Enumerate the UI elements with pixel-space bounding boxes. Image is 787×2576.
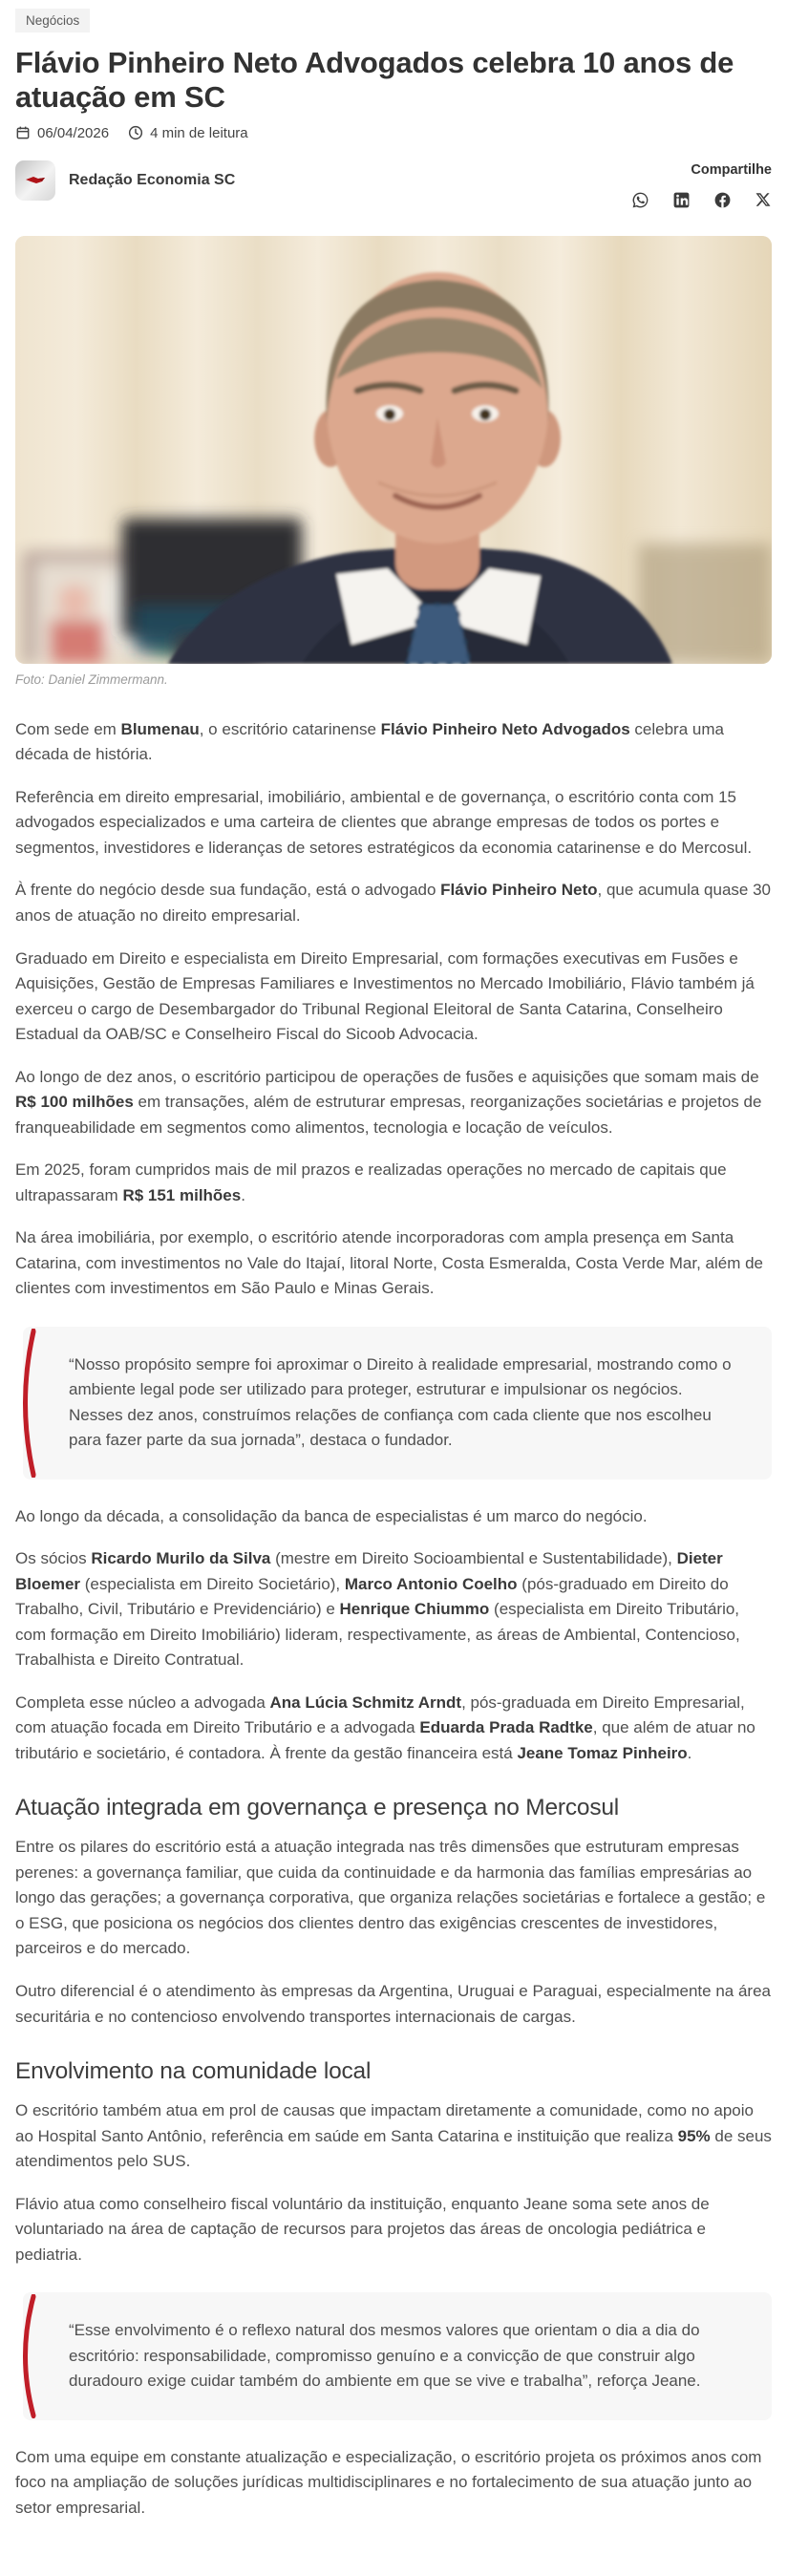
- share-box: [631, 160, 772, 209]
- body-text: Referência em direito empresarial, imobiliário, ambiental e de governança, o escritório conta com 15 advogados especializados e uma carteira de clientes que abrange empresas de todos os portes e segmentos, investidores e lideranças de setores estratégicos da economia catarinense e do Mercosul.: [15, 787, 753, 857]
- article-paragraph: [15, 1065, 772, 1141]
- facebook-icon[interactable]: [713, 191, 732, 209]
- emphasized-text: Flávio Pinheiro Neto Advogados: [380, 719, 630, 738]
- body-text: , que acumula quase 30 anos de atuação no direito empresarial.: [15, 881, 771, 925]
- body-text: O escritório também atua em prol de causas que impactam diretamente a comunidade, como no apoio ao Hospital Santo Antônio, referência em saúde em Santa Catarina e instituição que realiza: [15, 2101, 754, 2145]
- article-paragraph: [15, 785, 772, 862]
- body-text: Completa esse núcleo a advogada: [15, 1692, 270, 1712]
- article-paragraph: [15, 1158, 772, 1208]
- body-text: Ao longo da década, a consolidação da banca de especialistas é um marco do negócio.: [15, 1506, 648, 1525]
- article-paragraph: [15, 947, 772, 1048]
- emphasized-text: 95%: [677, 2126, 711, 2145]
- body-text: (especialista em Direito Tributário, com formação em Direito Imobiliário) lideram, respectivamente, as áreas de Ambiental, Contencioso, Trabalhista e Direito Contratual.: [15, 1600, 740, 1670]
- photo-caption: Foto: Daniel Zimmermann.: [15, 671, 168, 687]
- body-text: À frente do negócio desde sua fundação, está o advogado: [15, 881, 441, 900]
- category-tag[interactable]: Negócios: [15, 9, 90, 32]
- body-text: , que além de atuar no tributário e societário, é contadora. À frente da gestão financeira está: [15, 1718, 755, 1762]
- body-text: Em 2025, foram cumpridos mais de mil prazos e realizadas operações no mercado de capitais que ultrapassaram: [15, 1160, 727, 1204]
- body-text: Entre os pilares do escritório está a atuação integrada nas três dimensões que estruturam empresas perenes: a governança familiar, que cuida da continuidade e da harmonia das famílias empresárias ao longo das gerações; a governança corporativa, que organiza relações societárias e fortalece a gestão; e o ESG, que posiciona os negócios dos clientes dentro das exigências crescentes de investidores, parceiros e do mercado.: [15, 1838, 766, 1958]
- share-icons: [631, 191, 772, 209]
- read-time-item: [128, 125, 248, 141]
- clock-icon: [128, 125, 143, 140]
- body-text: em transações, além de estruturar empresas, reorganizações societárias e projetos de franqueabilidade em segmentos como alimentos, tecnologia e locação de veículos.: [15, 1093, 762, 1137]
- pull-quote: [23, 1327, 772, 1480]
- article-paragraph: [15, 1225, 772, 1302]
- publish-date-item: [15, 125, 109, 141]
- section-heading: [15, 1795, 772, 1821]
- pull-quote: [23, 2292, 772, 2420]
- author-link[interactable]: [15, 160, 235, 201]
- quote-text: [69, 2318, 739, 2395]
- article-paragraph: [15, 1691, 772, 1767]
- quote-text: [69, 1352, 739, 1454]
- page-title: Flávio Pinheiro Neto Advogados celebra 10 anos de atuação em SC: [15, 46, 734, 114]
- body-text: , o escritório catarinense: [199, 719, 381, 738]
- article-body: [15, 717, 772, 2521]
- article-paragraph: [15, 1546, 772, 1673]
- body-text: “Esse envolvimento é o reflexo natural dos mesmos valores que orientam o dia a dia do escritório: responsabilidade, compromisso genuíno e a convicção de que construir algo duradouro exige cuidar também do ambiente em que se vive e trabalha”, reforça Jeane.: [69, 2321, 701, 2391]
- x-icon[interactable]: [755, 191, 772, 209]
- share-label: Compartilhe: [691, 161, 772, 178]
- portrait-photo-illustration: [15, 236, 772, 664]
- body-text: (especialista em Direito Societário),: [80, 1574, 345, 1593]
- linkedin-icon[interactable]: [672, 191, 691, 209]
- article-paragraph: [15, 2098, 772, 2175]
- publish-date: 06/04/2026: [37, 124, 110, 141]
- calendar-icon: [15, 125, 31, 140]
- section-heading: [15, 2058, 772, 2085]
- body-text: (mestre em Direito Socioambiental e Sustentabilidade),: [270, 1549, 677, 1568]
- article-paragraph: [15, 1835, 772, 1962]
- author-avatar: [15, 160, 55, 201]
- quote-accent-curve: [15, 1329, 36, 1478]
- body-text: Com uma equipe em constante atualização e especialização, o escritório projeta os próximos anos com foco na ampliação de soluções jurídicas multidisciplinares e no fortalecimento de sua atuação junto ao setor empresarial.: [15, 2447, 762, 2517]
- emphasized-text: R$ 100 milhões: [15, 1093, 134, 1112]
- body-text: Atuação integrada em governança e presença no Mercosul: [15, 1795, 620, 1821]
- body-text: Os sócios: [15, 1549, 92, 1568]
- article-meta: [15, 125, 772, 141]
- article-paragraph: [15, 2192, 772, 2268]
- emphasized-text: Flávio Pinheiro Neto: [440, 881, 598, 900]
- body-text: celebra uma década de história.: [15, 719, 724, 764]
- body-text: “Nosso propósito sempre foi aproximar o Direito à realidade empresarial, mostrando como o ambiente legal pode ser utilizado para proteger, estruturar e impulsionar os negócios. Nesses dez anos, construímos relações de confiança com cada cliente que nos escolheu para fazer parte da sua jornada”, destaca o fundador.: [69, 1354, 732, 1450]
- body-text: Com sede em: [15, 719, 121, 738]
- publisher-logo-icon: [24, 173, 47, 188]
- emphasized-text: Ricardo Murilo da Silva: [91, 1549, 271, 1568]
- body-text: (pós-graduado em Direito do Trabalho, Civil, Tributário e Previdenciário) e: [15, 1574, 729, 1619]
- body-text: .: [687, 1743, 692, 1762]
- body-text: de seus atendimentos pelo SUS.: [15, 2126, 772, 2171]
- body-text: Envolvimento na comunidade local: [15, 2058, 372, 2085]
- body-text: Flávio atua como conselheiro fiscal voluntário da instituição, enquanto Jeane soma sete anos de voluntariado na área de captação de recursos para projetos das áreas de oncologia pediátrica e pediatria.: [15, 2194, 710, 2264]
- emphasized-text: Marco Antonio Coelho: [344, 1574, 518, 1593]
- emphasized-text: Dieter Bloemer: [15, 1549, 723, 1593]
- body-text: Outro diferencial é o atendimento às empresas da Argentina, Uruguai e Paraguai, especialmente na área securitária e no contencioso envolvendo transportes internacionais de cargas.: [15, 1981, 771, 2026]
- emphasized-text: Jeane Tomaz Pinheiro: [517, 1743, 688, 1762]
- body-text: Ao longo de dez anos, o escritório participou de operações de fusões e aquisições que somam mais de: [15, 1067, 759, 1086]
- byline-row: [15, 160, 772, 209]
- quote-accent-curve: [15, 2294, 36, 2418]
- body-text: Na área imobiliária, por exemplo, o escritório atende incorporadoras com ampla presença em Santa Catarina, com investimentos no Vale do Itajaí, litoral Norte, Costa Esmeralda, Costa Verde Mar, além de clientes com investimentos em São Paulo e Minas Gerais.: [15, 1228, 763, 1298]
- article-paragraph: [15, 878, 772, 928]
- article-paragraph: [15, 1504, 772, 1530]
- article-paragraph: [15, 1979, 772, 2030]
- emphasized-text: Ana Lúcia Schmitz Arndt: [269, 1692, 462, 1712]
- article-photo: [15, 236, 772, 664]
- body-text: Graduado em Direito e especialista em Direito Empresarial, com formações executivas em Fusões e Aquisições, Gestão de Empresas Familiares e Investimentos no Mercado Imobiliário, Flávio também já exerceu o cargo de Desembargador do Tribunal Regional Eleitoral de Santa Catarina, Conselheiro Estadual da OAB/SC e Conselheiro Fiscal do Sicoob Advocacia.: [15, 948, 755, 1044]
- inline-link[interactable]: Blumenau: [120, 719, 200, 738]
- emphasized-text: Henrique Chiummo: [339, 1600, 490, 1619]
- author-name: Redação Economia SC: [69, 171, 236, 188]
- emphasized-text: R$ 151 milhões: [122, 1185, 242, 1204]
- body-text: .: [241, 1185, 245, 1204]
- whatsapp-icon[interactable]: [631, 191, 649, 209]
- article-paragraph: [15, 2445, 772, 2522]
- body-text: , pós-graduada em Direito Empresarial, com atuação focada em Direito Tributário e a advogada: [15, 1692, 745, 1737]
- emphasized-text: Eduarda Prada Radtke: [419, 1718, 593, 1737]
- article-paragraph: [15, 717, 772, 768]
- read-time: 4 min de leitura: [150, 124, 248, 141]
